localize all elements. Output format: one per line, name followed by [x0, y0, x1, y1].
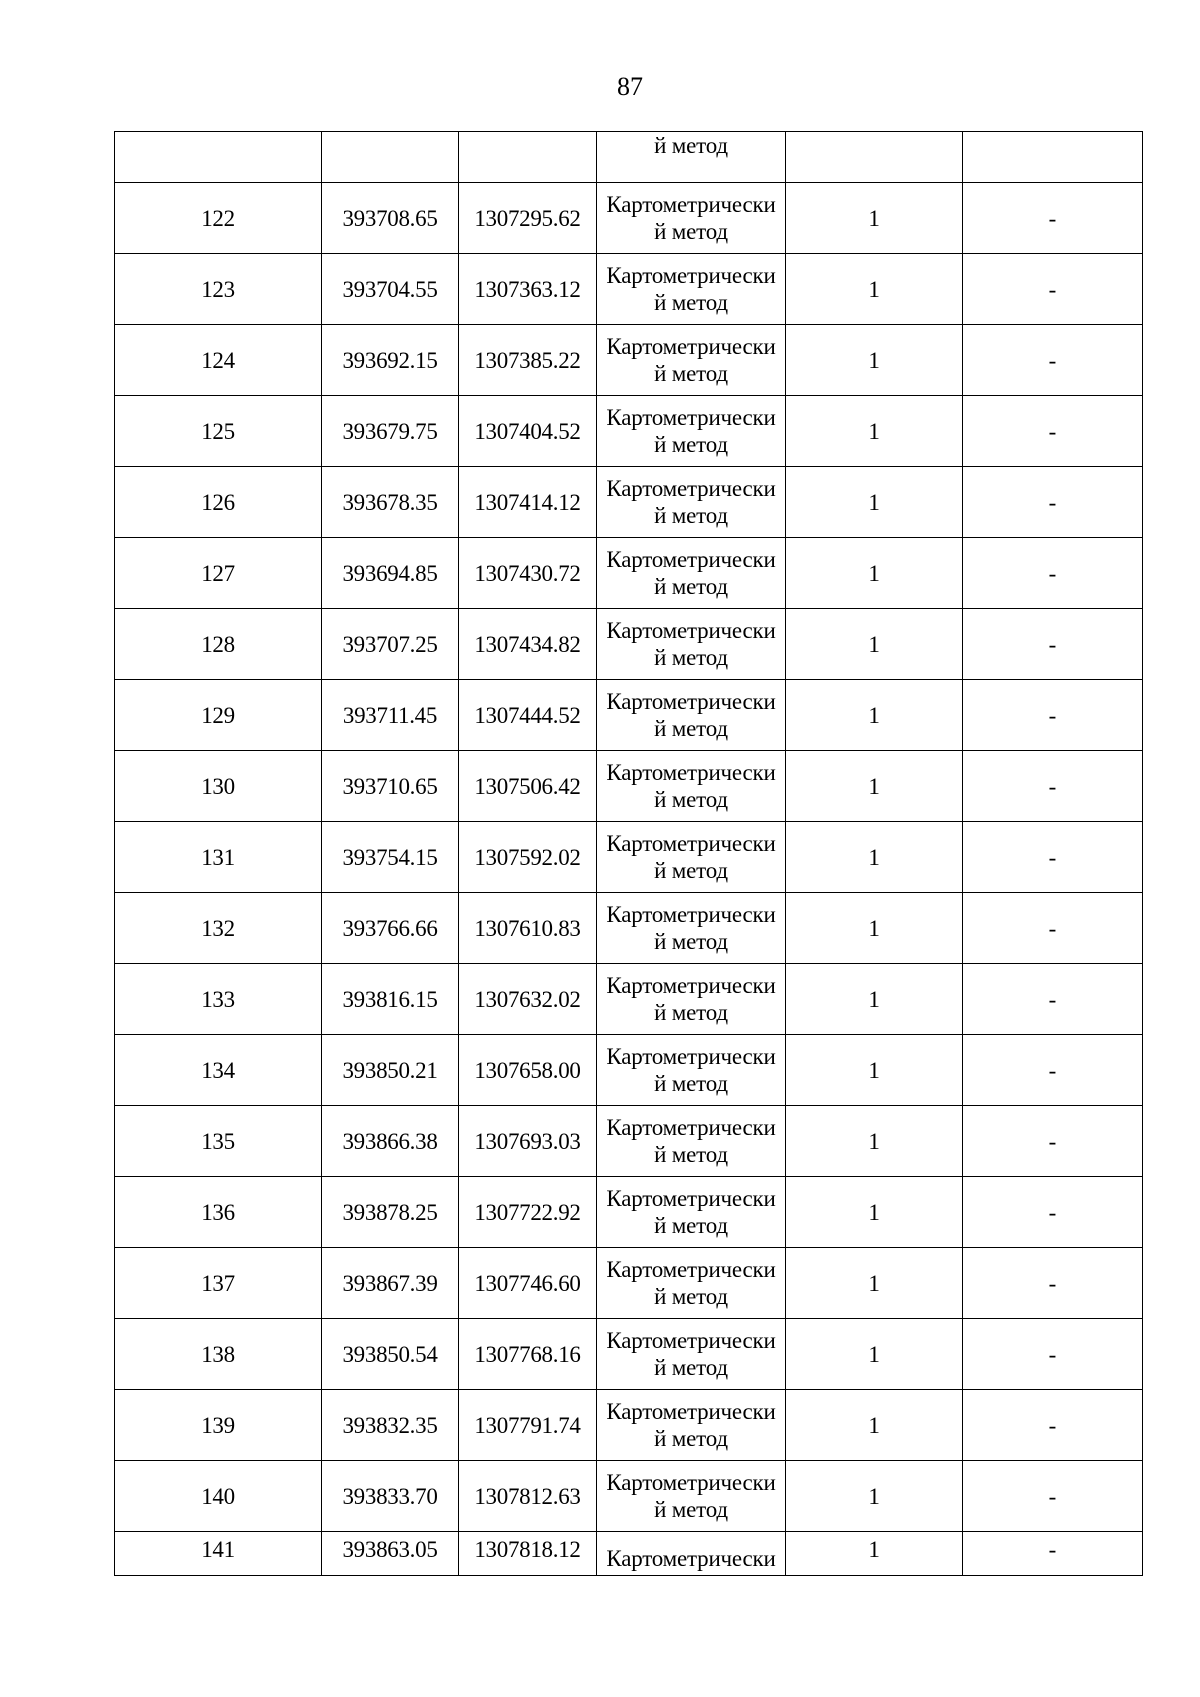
method-line-2: й метод	[654, 1142, 728, 1167]
table-row	[115, 964, 1143, 1035]
cell-point-number: 140	[115, 1461, 322, 1532]
cell-method	[597, 1532, 786, 1576]
cell-note: -	[963, 467, 1143, 538]
cell-accuracy: 1	[786, 467, 963, 538]
cell-method	[597, 964, 786, 1035]
cell-x: 393816.15	[322, 964, 459, 1035]
cell-method	[597, 1248, 786, 1319]
coordinates-table	[114, 131, 1143, 1576]
method-line-1: Картометрически	[606, 760, 776, 785]
cell-method	[597, 1390, 786, 1461]
cell-x: 393692.15	[322, 325, 459, 396]
cell-point-number: 137	[115, 1248, 322, 1319]
cell-point-number: 135	[115, 1106, 322, 1177]
cell-point-number: 127	[115, 538, 322, 609]
cell-method	[597, 893, 786, 964]
method-line-1: Картометрически	[606, 1186, 776, 1211]
method-line-2: й метод	[654, 929, 728, 954]
cell-note: -	[963, 964, 1143, 1035]
cell-accuracy: 1	[786, 1177, 963, 1248]
cell-x: 393766.66	[322, 893, 459, 964]
table-body	[115, 132, 1143, 1576]
cell-x: 393878.25	[322, 1177, 459, 1248]
cell-note: -	[963, 751, 1143, 822]
cell-x: 393678.35	[322, 467, 459, 538]
cell-point-number: 136	[115, 1177, 322, 1248]
cell-accuracy: 1	[786, 1248, 963, 1319]
method-line-2: й метод	[654, 1426, 728, 1451]
method-line-1: Картометрически	[606, 192, 776, 217]
cell-accuracy: 1	[786, 183, 963, 254]
cell-y: 1307363.12	[459, 254, 597, 325]
cell-y: 1307768.16	[459, 1319, 597, 1390]
cell-y: 1307430.72	[459, 538, 597, 609]
method-line-1: Картометрически	[606, 1115, 776, 1140]
cell-accuracy: 1	[786, 751, 963, 822]
cell-method	[597, 183, 786, 254]
cell-y: 1307434.82	[459, 609, 597, 680]
cell-y: 1307444.52	[459, 680, 597, 751]
cell-point-number: 122	[115, 183, 322, 254]
cell-method	[597, 254, 786, 325]
cell-note: -	[963, 1319, 1143, 1390]
cell-x: 393867.39	[322, 1248, 459, 1319]
cell-method	[597, 751, 786, 822]
method-line-2: й метод	[654, 219, 728, 244]
cell-x: 393708.65	[322, 183, 459, 254]
cell-y: 1307610.83	[459, 893, 597, 964]
cell-note: -	[963, 1390, 1143, 1461]
cell-point-number: 128	[115, 609, 322, 680]
cell-note: -	[963, 183, 1143, 254]
method-line-1: Картометрически	[606, 263, 776, 288]
cell-note: -	[963, 1461, 1143, 1532]
cell-point-number: 133	[115, 964, 322, 1035]
method-line-1: Картометрически	[606, 476, 776, 501]
table-row	[115, 538, 1143, 609]
cell-method	[597, 467, 786, 538]
cell-note: -	[963, 538, 1143, 609]
cell-method	[597, 1177, 786, 1248]
cell-y: 1307746.60	[459, 1248, 597, 1319]
cell-x: 393863.05	[322, 1532, 459, 1576]
cell-note: -	[963, 1248, 1143, 1319]
cell-note: -	[963, 1035, 1143, 1106]
table-row	[115, 1106, 1143, 1177]
cell-point-number: 130	[115, 751, 322, 822]
table-row	[115, 254, 1143, 325]
cell-point-number: 123	[115, 254, 322, 325]
cell-accuracy: 1	[786, 538, 963, 609]
method-line-2: й метод	[654, 716, 728, 741]
method-line-1: Картометрически	[606, 1546, 776, 1571]
cell-point-number	[115, 132, 322, 183]
cell-x: 393694.85	[322, 538, 459, 609]
cell-point-number: 139	[115, 1390, 322, 1461]
method-line-2: й метод	[654, 133, 728, 158]
cell-point-number: 125	[115, 396, 322, 467]
table-row	[115, 325, 1143, 396]
cell-note: -	[963, 680, 1143, 751]
cell-y: 1307812.63	[459, 1461, 597, 1532]
cell-accuracy: 1	[786, 1319, 963, 1390]
method-line-1: Картометрически	[606, 902, 776, 927]
continuation-row	[115, 132, 1143, 183]
cell-x: 393707.25	[322, 609, 459, 680]
cell-note: -	[963, 325, 1143, 396]
cell-accuracy: 1	[786, 1035, 963, 1106]
cell-x: 393704.55	[322, 254, 459, 325]
cell-y: 1307506.42	[459, 751, 597, 822]
cell-x: 393710.65	[322, 751, 459, 822]
cell-x: 393832.35	[322, 1390, 459, 1461]
table-row	[115, 1532, 1143, 1576]
cell-point-number: 132	[115, 893, 322, 964]
cell-point-number: 124	[115, 325, 322, 396]
method-line-1: Картометрически	[606, 1044, 776, 1069]
cell-method	[597, 609, 786, 680]
table-row	[115, 1319, 1143, 1390]
cell-point-number: 141	[115, 1532, 322, 1576]
table-row	[115, 396, 1143, 467]
cell-y: 1307722.92	[459, 1177, 597, 1248]
cell-note: -	[963, 1177, 1143, 1248]
table-row	[115, 751, 1143, 822]
method-line-1: Картометрически	[606, 334, 776, 359]
cell-accuracy: 1	[786, 1532, 963, 1576]
cell-x: 393833.70	[322, 1461, 459, 1532]
cell-y: 1307385.22	[459, 325, 597, 396]
cell-y: 1307632.02	[459, 964, 597, 1035]
method-line-2: й метод	[654, 361, 728, 386]
table-row	[115, 609, 1143, 680]
cell-method	[597, 132, 786, 183]
cell-y: 1307658.00	[459, 1035, 597, 1106]
table-row	[115, 183, 1143, 254]
table-row	[115, 1248, 1143, 1319]
table-row	[115, 680, 1143, 751]
cell-accuracy: 1	[786, 396, 963, 467]
cell-y: 1307404.52	[459, 396, 597, 467]
cell-method	[597, 822, 786, 893]
method-line-2: й метод	[654, 574, 728, 599]
method-line-2: й метод	[654, 1000, 728, 1025]
method-line-1: Картометрически	[606, 689, 776, 714]
cell-method	[597, 1319, 786, 1390]
cell-accuracy: 1	[786, 254, 963, 325]
table-row	[115, 1177, 1143, 1248]
cell-method	[597, 325, 786, 396]
method-line-1: Картометрически	[606, 405, 776, 430]
cell-x: 393850.21	[322, 1035, 459, 1106]
method-line-2: й метод	[654, 1497, 728, 1522]
cell-point-number: 126	[115, 467, 322, 538]
cell-note: -	[963, 1106, 1143, 1177]
cell-note: -	[963, 396, 1143, 467]
method-line-2: й метод	[654, 503, 728, 528]
method-line-2: й метод	[654, 1284, 728, 1309]
cell-y: 1307414.12	[459, 467, 597, 538]
cell-method	[597, 396, 786, 467]
cell-point-number: 134	[115, 1035, 322, 1106]
cell-x: 393711.45	[322, 680, 459, 751]
cell-accuracy: 1	[786, 1461, 963, 1532]
cell-note: -	[963, 254, 1143, 325]
method-line-2: й метод	[654, 290, 728, 315]
cell-y: 1307791.74	[459, 1390, 597, 1461]
cell-accuracy: 1	[786, 1106, 963, 1177]
cell-accuracy: 1	[786, 964, 963, 1035]
cell-note: -	[963, 822, 1143, 893]
table-row	[115, 893, 1143, 964]
table-row	[115, 1035, 1143, 1106]
cell-method	[597, 1035, 786, 1106]
cell-y: 1307693.03	[459, 1106, 597, 1177]
table-row	[115, 467, 1143, 538]
method-line-1: Картометрически	[606, 1399, 776, 1424]
cell-accuracy: 1	[786, 893, 963, 964]
cell-accuracy: 1	[786, 1390, 963, 1461]
cell-method	[597, 1106, 786, 1177]
method-line-2: й метод	[654, 858, 728, 883]
cell-point-number: 129	[115, 680, 322, 751]
method-line-2: й метод	[654, 1213, 728, 1238]
method-line-1: Картометрически	[606, 1328, 776, 1353]
table-row	[115, 822, 1143, 893]
cell-accuracy: 1	[786, 680, 963, 751]
method-line-2: й метод	[654, 645, 728, 670]
cell-method	[597, 538, 786, 609]
cell-method	[597, 1461, 786, 1532]
method-line-2: й метод	[654, 1355, 728, 1380]
cell-x: 393754.15	[322, 822, 459, 893]
cell-note: -	[963, 1532, 1143, 1576]
cell-note	[963, 132, 1143, 183]
cell-point-number: 138	[115, 1319, 322, 1390]
cell-x	[322, 132, 459, 183]
method-line-1: Картометрически	[606, 1470, 776, 1495]
method-line-1: Картометрически	[606, 973, 776, 998]
cell-note: -	[963, 609, 1143, 680]
method-line-2: й метод	[654, 432, 728, 457]
cell-accuracy	[786, 132, 963, 183]
cell-x: 393679.75	[322, 396, 459, 467]
method-line-2: й метод	[654, 1071, 728, 1096]
cell-x: 393850.54	[322, 1319, 459, 1390]
method-line-1: Картометрически	[606, 831, 776, 856]
cell-accuracy: 1	[786, 822, 963, 893]
table-row	[115, 1390, 1143, 1461]
cell-y	[459, 132, 597, 183]
page-number: 87	[617, 72, 643, 101]
cell-y: 1307818.12	[459, 1532, 597, 1576]
method-line-1: Картометрически	[606, 618, 776, 643]
table-row	[115, 1461, 1143, 1532]
cell-note: -	[963, 893, 1143, 964]
cell-x: 393866.38	[322, 1106, 459, 1177]
cell-accuracy: 1	[786, 609, 963, 680]
cell-accuracy: 1	[786, 325, 963, 396]
cell-y: 1307592.02	[459, 822, 597, 893]
cell-method	[597, 680, 786, 751]
cell-point-number: 131	[115, 822, 322, 893]
method-line-2: й метод	[654, 787, 728, 812]
cell-y: 1307295.62	[459, 183, 597, 254]
method-line-1: Картометрически	[606, 547, 776, 572]
method-line-1: Картометрически	[606, 1257, 776, 1282]
